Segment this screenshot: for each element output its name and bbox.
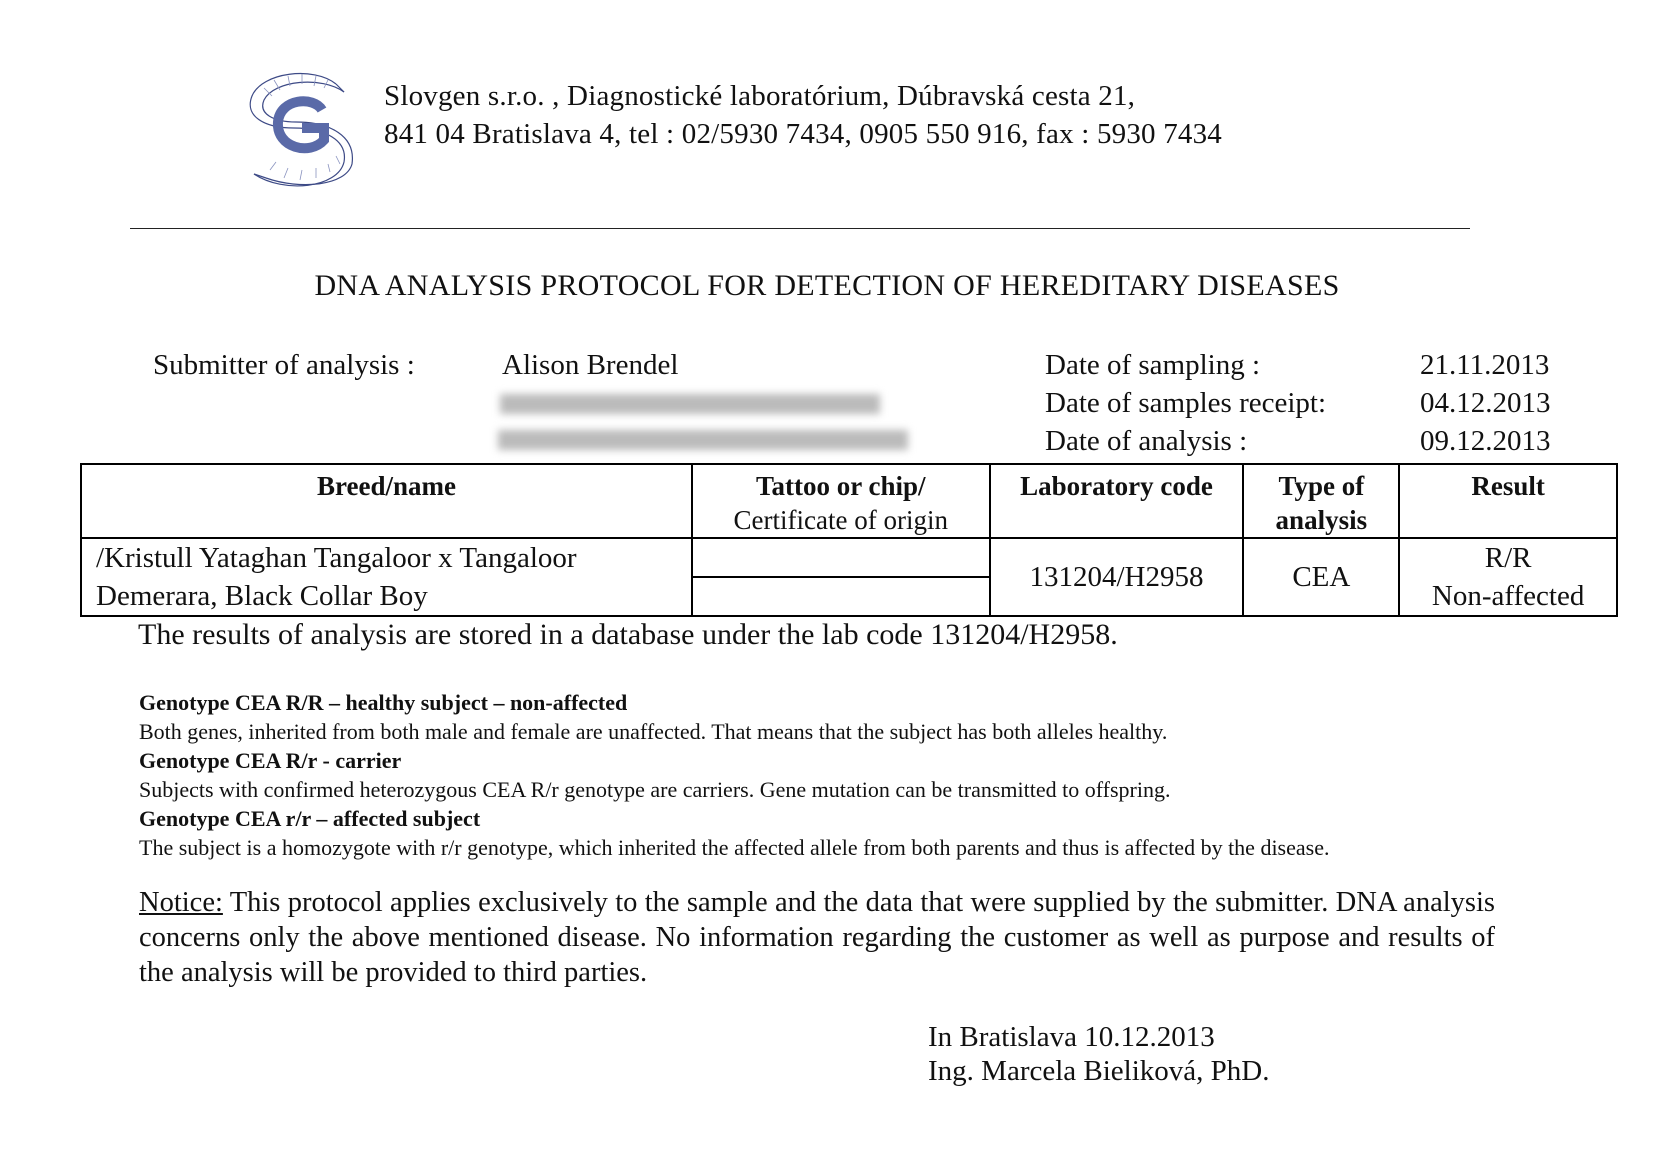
cell-tattoo-2 <box>692 577 990 616</box>
results-table <box>80 463 1618 617</box>
notice-paragraph <box>139 885 1495 990</box>
genotype-affected-text: The subject is a homozygote with r/r genotype, which inherited the affected allele from both parents and thus is affected by the disease. <box>139 835 1330 860</box>
document-title: DNA ANALYSIS PROTOCOL FOR DETECTION OF HEREDITARY DISEASES <box>314 269 1340 302</box>
submitter-name: Alison Brendel <box>502 349 679 381</box>
date-sampling-value: 21.11.2013 <box>1420 349 1550 381</box>
notice-label: Notice: <box>139 887 223 918</box>
cell-type: CEA <box>1243 538 1399 616</box>
cell-lab-code: 131204/H2958 <box>990 538 1244 616</box>
genotype-affected-title: Genotype CEA r/r – affected subject <box>139 806 481 831</box>
header-address-line2: 841 04 Bratislava 4, tel : 02/5930 7434, 0905 550 916, fax : 5930 7434 <box>384 118 1223 150</box>
signature-place-date: In Bratislava 10.12.2013 <box>928 1021 1215 1053</box>
genotype-carrier-text: Subjects with confirmed heterozygous CEA R/r genotype are carriers. Gene mutation can be transmitted to offspring. <box>139 777 1171 802</box>
col-header-breed: Breed/name <box>81 464 692 538</box>
table-header-row <box>81 464 1617 538</box>
cell-breed: /Kristull Yataghan Tangaloor x Tangaloor Demerara, Black Collar Boy <box>81 538 692 616</box>
header-divider <box>130 228 1470 229</box>
redacted-address-line1 <box>500 390 900 418</box>
date-sampling-label: Date of sampling : <box>1045 349 1261 381</box>
redacted-address-line2 <box>498 426 918 454</box>
table-row <box>81 538 1617 577</box>
header-address-line1: Slovgen s.r.o. , Diagnostické laboratórium, Dúbravská cesta 21, <box>384 80 1136 112</box>
signature-name: Ing. Marcela Bieliková, PhD. <box>928 1055 1270 1087</box>
col-header-result: Result <box>1399 464 1617 538</box>
date-analysis-label: Date of analysis : <box>1045 425 1248 457</box>
date-receipt-value: 04.12.2013 <box>1420 387 1551 419</box>
date-receipt-label: Date of samples receipt: <box>1045 387 1327 419</box>
slovgen-logo <box>244 66 360 192</box>
cell-result: R/R Non-affected <box>1399 538 1617 616</box>
col-header-lab-code: Laboratory code <box>990 464 1244 538</box>
genotype-rr-title: Genotype CEA R/R – healthy subject – non-affected <box>139 690 628 715</box>
genotype-carrier-title: Genotype CEA R/r - carrier <box>139 748 402 773</box>
cell-tattoo-1 <box>692 538 990 577</box>
genotype-rr-text: Both genes, inherited from both male and female are unaffected. That means that the subject has both alleles healthy. <box>139 719 1168 744</box>
col-header-type: Type of analysis <box>1243 464 1399 538</box>
submitter-label: Submitter of analysis : <box>153 349 415 381</box>
notice-text: This protocol applies exclusively to the sample and the data that were supplied by the submitter. DNA analysis concerns only the above mentioned disease. No information regarding the customer as well as purpose and results of the analysis will be provided to third parties. <box>139 887 1495 988</box>
database-storage-note: The results of analysis are stored in a database under the lab code 131204/H2958. <box>138 618 1118 651</box>
col-header-tattoo: Tattoo or chip/ Certificate of origin <box>692 464 990 538</box>
date-analysis-value: 09.12.2013 <box>1420 425 1551 457</box>
